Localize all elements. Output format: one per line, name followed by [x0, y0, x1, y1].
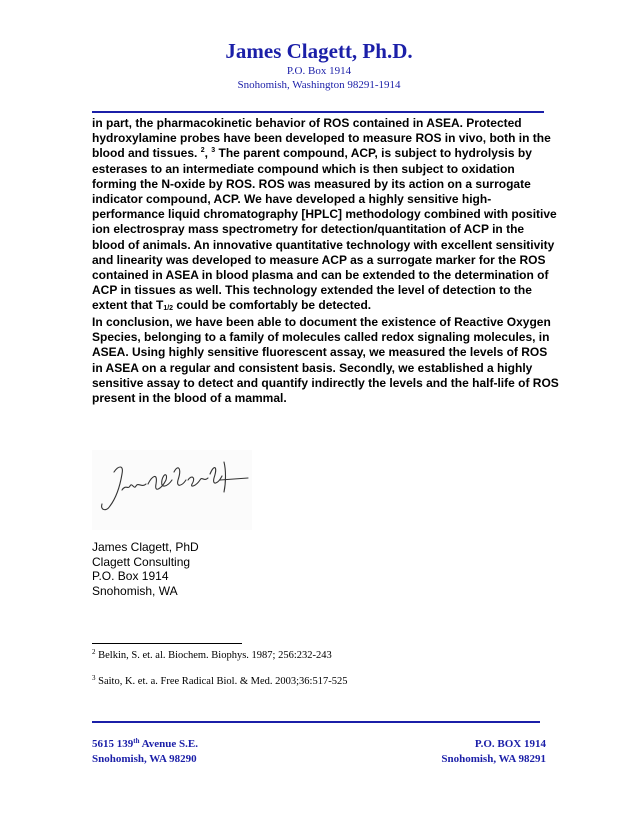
paragraph-conclusion	[92, 315, 559, 406]
text-fragment: extent that T	[92, 298, 164, 313]
footer-city-right: Snohomish, WA 98291	[441, 752, 546, 765]
text-line: ACP in tissues as well. This technology extended the level of detection to the	[92, 283, 532, 298]
text-fragment: The parent compound, ACP, is subject to hydrolysis by	[215, 146, 532, 161]
text-line: in part, the pharmacokinetic behavior of ROS contained in ASEA. Protected	[92, 116, 522, 130]
signer-name: James Clagett, PhD	[92, 540, 199, 554]
text-line: Species, belonging to a family of molecules called redox signaling molecules, in	[92, 330, 550, 345]
footnote-number: 2	[92, 648, 96, 656]
signer-organization: Clagett Consulting	[92, 554, 191, 569]
text-line: sensitive assay to detect and quantify indirectly the levels and the half-life of ROS	[92, 375, 559, 390]
text-line: blood of animals. An innovative quantitative technology with excellent sensitivity	[92, 237, 555, 252]
footnote-divider	[92, 643, 242, 644]
text-line: present in the blood of a mammal.	[92, 391, 287, 406]
signature-image	[92, 450, 252, 530]
text-line: In conclusion, we have been able to document the existence of Reactive Oxygen	[92, 315, 551, 329]
signer-city: Snohomish, WA	[92, 583, 178, 598]
text-line: forming the N-oxide by ROS. ROS was measured by its action on a surrogate	[92, 176, 531, 191]
text-line: indicator compound, ACP. We have developed a highly sensitive high-	[92, 192, 492, 207]
footnote-ref-2: 2	[200, 147, 205, 155]
text-line: ion electrospray mass spectrometry for detection/quantitation of ACP in the	[92, 222, 525, 237]
text-line: and linearity was developed to measure ACP as a surrogate marker for the ROS	[92, 252, 546, 267]
signer-box: P.O. Box 1914	[92, 569, 169, 584]
letterhead-name: James Clagett, Ph.D.	[225, 39, 413, 63]
paragraph-methods	[92, 116, 557, 314]
text-line: performance liquid chromatography [HPLC] methodology combined with positive	[92, 207, 557, 222]
superscript: th	[133, 737, 140, 745]
text-line	[92, 298, 547, 313]
text-line: esterases to an intermediate compound which is then subject to oxidation	[92, 161, 515, 176]
letterhead-city: Snohomish, Washington 98291-1914	[237, 79, 401, 91]
text-fragment: Avenue S.E.	[139, 738, 198, 750]
footnote-2	[92, 650, 332, 661]
footer-postal-address	[441, 737, 546, 766]
footnote-text: Belkin, S. et. al. Biochem. Biophys. 1987; 256:232-243	[98, 650, 332, 661]
footnote-3	[92, 676, 347, 687]
text-fragment: 5615 139	[92, 738, 134, 750]
text-fragment: blood and tissues.	[92, 146, 201, 161]
footnote-number: 3	[92, 674, 96, 682]
text-line: hydroxylamine probes have been developed to measure ROS in vivo, both in the	[92, 131, 551, 146]
footnote-text: Saito, K. et. a. Free Radical Biol. & Med. 2003;36:517-525	[98, 676, 348, 687]
footer-divider	[92, 721, 540, 723]
text-line: ASEA. Using highly sensitive fluorescent assay, we measured the levels of ROS	[92, 345, 548, 360]
footer-city-left: Snohomish, WA 98290	[92, 752, 197, 765]
letterhead-box: P.O. Box 1914	[286, 65, 352, 77]
letterhead	[0, 38, 638, 92]
header-divider	[92, 111, 544, 113]
text-fragment: ,	[204, 146, 212, 161]
text-line: in ASEA on a regular and consistent basis. Secondly, we established a highly	[92, 360, 533, 375]
text-fragment: could be comfortably be detected.	[173, 298, 372, 313]
subscript: 1/2	[163, 305, 174, 313]
footnote-ref-3: 3	[211, 147, 216, 155]
footer-street-address	[92, 737, 198, 766]
footer-box: P.O. BOX 1914	[474, 738, 546, 750]
footer-street	[92, 737, 198, 752]
text-line: contained in ASEA in blood plasma and can be extended to the determination of	[92, 268, 549, 283]
signature-block	[92, 540, 199, 598]
text-line	[92, 146, 547, 161]
